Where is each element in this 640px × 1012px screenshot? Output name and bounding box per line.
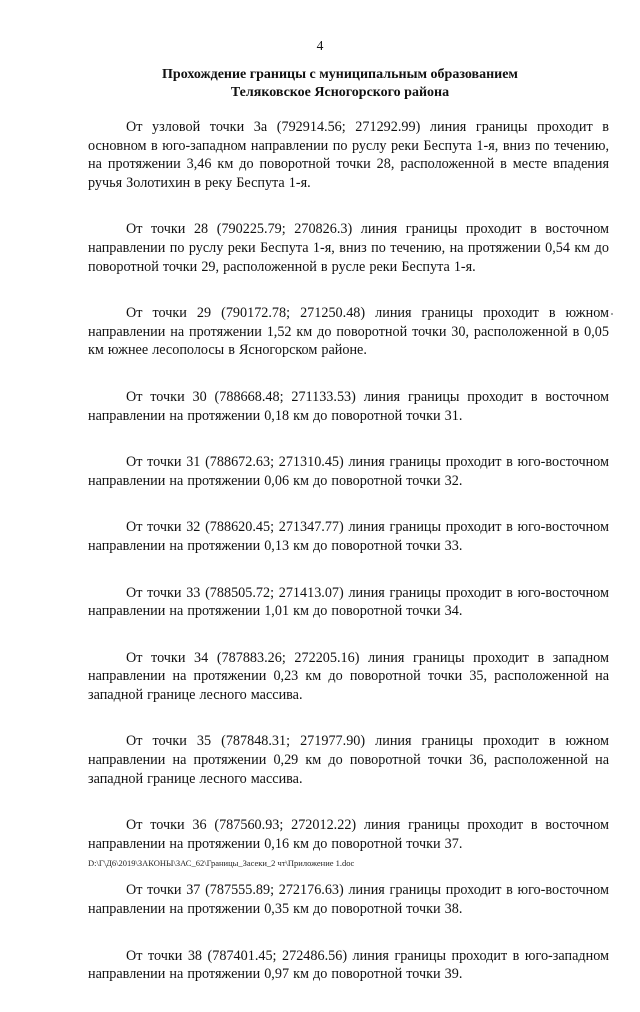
paragraph: От точки 28 (790225.79; 270826.3) линия границы проходит в восточном направлении по руслу реки Беспута 1-я, вниз по течению, на протяжении 0,54 км до поворотной точки 29, расположенной в русле реки Беспута 1-я. <box>88 221 609 275</box>
paragraph: От точки 31 (788672.63; 271310.45) линия границы проходит в юго-восточном направлении на протяжении 0,06 км до поворотной точки 32. <box>88 454 609 489</box>
paragraph: От точки 34 (787883.26; 272205.16) линия границы проходит в западном направлении на протяжении 0,23 км до поворотной точки 35, расположенной на западной границе лесного массива. <box>88 649 609 703</box>
paragraph: От точки 30 (788668.48; 271133.53) линия границы проходит в восточном направлении на протяжении 0,18 км до поворотной точки 31. <box>88 388 609 424</box>
document-heading <box>60 66 620 102</box>
paragraph: От точки 32 (788620.45; 271347.77) линия границы проходит в юго-восточном направлении на протяжении 0,13 км до поворотной точки 33. <box>88 519 609 554</box>
paragraph: От точки 29 (790172.78; 271250.48) линия границы проходит в южном направлении на протяжении 1,52 км до поворотной точки 30, расположенной в 0,05 км южнее лесополосы в Ясногорском районе. <box>88 305 609 359</box>
heading-line-2: Теляковское Ясногорского района <box>230 85 450 100</box>
document-body <box>88 118 609 1012</box>
paragraph: От точки 33 (788505.72; 271413.07) линия границы проходит в юго-восточном направлении на протяжении 1,01 км до поворотной точки 34. <box>88 584 609 620</box>
page-number: 4 <box>316 38 324 53</box>
paragraph: От точки 38 (787401.45; 272486.56) линия границы проходит в юго-западном направлении на протяжении 0,97 км до поворотной точки 39. <box>88 947 609 983</box>
file-path-footer: D:\Г\Д6\2019\ЗАКОНЫ\ЗАС_62\Границы_Засеки_2 чт\Приложение 1.doc <box>88 858 355 868</box>
heading-line-1: Прохождение границы с муниципальным образованием <box>162 67 518 82</box>
scan-speck <box>611 313 613 315</box>
paragraph: От точки 35 (787848.31; 271977.90) линия границы проходит в южном направлении на протяжении 0,29 км до поворотной точки 36, расположенной на западной границе лесного массива. <box>88 733 609 787</box>
paragraph: От точки 36 (787560.93; 272012.22) линия границы проходит в восточном направлении на протяжении 0,16 км до поворотной точки 37. <box>88 817 609 852</box>
paragraph: От узловой точки 3а (792914.56; 271292.99) линия границы проходит в основном в юго-западном направлении по руслу реки Беспута 1-я, вниз по течению, на протяжении 3,46 км до поворотной точки 28, расположенной в месте впадения ручья Золотихин в реку Беспута 1-я. <box>88 119 609 191</box>
paragraph: От точки 37 (787555.89; 272176.63) линия границы проходит в юго-восточном направлении на протяжении 0,35 км до поворотной точки 38. <box>88 882 609 918</box>
